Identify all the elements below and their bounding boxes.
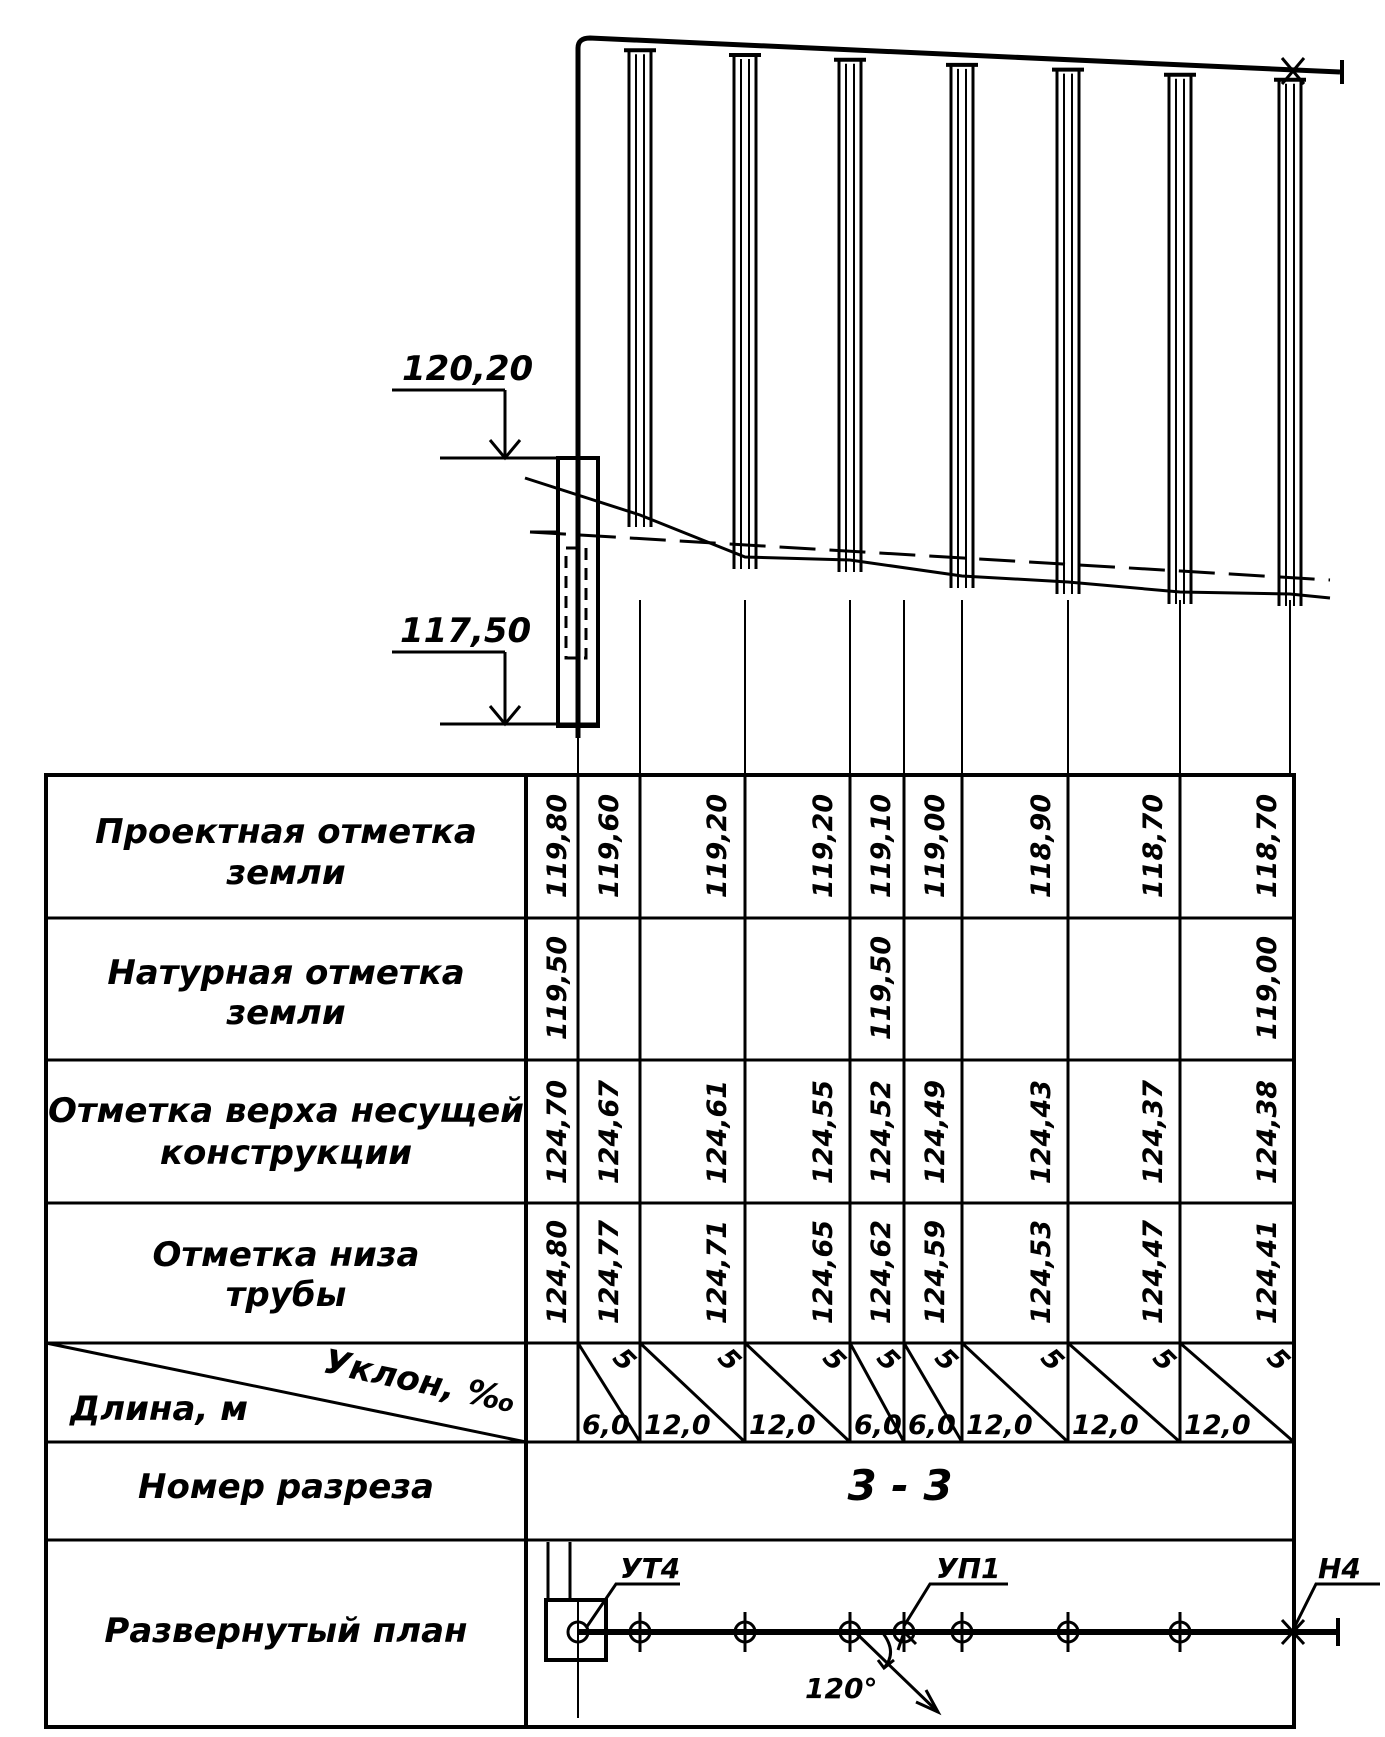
- span-length-value: 12,0: [1184, 1410, 1251, 1441]
- span-length-value: 12,0: [749, 1410, 816, 1441]
- pipe-bottom-value: 124,47: [1138, 1219, 1169, 1325]
- elevation-lower-label: 117,50: [400, 611, 532, 651]
- support-post: [834, 60, 866, 572]
- support-post: [946, 65, 978, 588]
- support-post: [729, 55, 761, 569]
- row-label-length: Длина, м: [70, 1389, 248, 1429]
- row-label-design-ground: Проектная отметка: [95, 812, 477, 852]
- natural-ground-value: 119,50: [542, 935, 573, 1041]
- support-post: [1164, 75, 1196, 604]
- row-label-support-top: Отметка верха несущей: [48, 1091, 524, 1131]
- span-slope-value: 5: [1260, 1342, 1296, 1378]
- pipe-bottom-value: 124,59: [920, 1219, 951, 1325]
- span-slope-value: 5: [870, 1342, 906, 1378]
- design-ground-value: 119,60: [594, 793, 625, 899]
- elevation-upper-label: 120,20: [402, 349, 534, 389]
- support-top-value: 124,61: [702, 1079, 733, 1185]
- span-length-value: 6,0: [582, 1410, 630, 1441]
- section-number-value: 3 - 3: [847, 1461, 953, 1510]
- design-ground-value: 119,00: [920, 793, 951, 899]
- table-cells: [542, 794, 1296, 1442]
- unfolded-plan: [546, 1542, 1380, 1718]
- row-label-pipe-bottom-2: трубы: [225, 1275, 347, 1315]
- span-length-value: 12,0: [1072, 1410, 1139, 1441]
- span-slope-value: 5: [816, 1342, 852, 1378]
- span-slope-value: 5: [606, 1342, 642, 1378]
- row-label-slope: Уклон, ‰: [320, 1341, 520, 1422]
- support-post: [624, 50, 656, 527]
- start-node-leader: [586, 1584, 680, 1628]
- pipe-bottom-value: 124,80: [542, 1219, 573, 1325]
- row-label-natural-ground: Натурная отметка: [107, 953, 465, 993]
- span-slope-value: 5: [1146, 1342, 1182, 1378]
- plan-angle-label: 120°: [805, 1672, 878, 1705]
- support-top-value: 124,43: [1026, 1079, 1057, 1185]
- span-length-value: 12,0: [644, 1410, 711, 1441]
- mid-node-leader: [904, 1584, 1008, 1626]
- row-label-natural-ground-2: земли: [226, 993, 346, 1033]
- support-top-value: 124,55: [808, 1079, 839, 1185]
- pipe-bottom-value: 124,62: [866, 1219, 897, 1325]
- design-ground-value: 119,10: [866, 793, 897, 899]
- design-ground-value: 118,70: [1252, 793, 1283, 899]
- design-ground-value: 118,70: [1138, 793, 1169, 899]
- row-label-unfolded-plan: Развернутый план: [104, 1611, 468, 1651]
- row-label-pipe-bottom: Отметка низа: [152, 1235, 420, 1275]
- design-ground-value: 119,20: [808, 793, 839, 899]
- support-post: [1274, 80, 1306, 606]
- design-ground-value: 119,20: [702, 793, 733, 899]
- pipe-bottom-value: 124,71: [702, 1219, 733, 1325]
- span-length-value: 12,0: [966, 1410, 1033, 1441]
- row-label-design-ground-2: земли: [226, 853, 346, 893]
- support-posts: [624, 50, 1306, 606]
- pipe-bottom-value: 124,41: [1252, 1219, 1283, 1325]
- row-label-support-top-2: конструкции: [159, 1133, 413, 1173]
- span-length-value: 6,0: [854, 1410, 902, 1441]
- plan-start-node-label: УТ4: [620, 1552, 681, 1585]
- natural-ground-value: 119,50: [866, 935, 897, 1041]
- support-top-value: 124,67: [594, 1079, 625, 1185]
- span-slope-value: 5: [928, 1342, 964, 1378]
- pipe-bottom-value: 124,65: [808, 1219, 839, 1325]
- profile-view: [392, 38, 1342, 738]
- span-slope-value: 5: [1034, 1342, 1070, 1378]
- support-top-value: 124,49: [920, 1079, 951, 1185]
- span-slope-value: 5: [711, 1342, 747, 1378]
- design-ground-value: 119,80: [542, 793, 573, 899]
- row-label-section-number: Номер разреза: [138, 1467, 434, 1507]
- plan-end-node-label: Н4: [1318, 1552, 1361, 1585]
- pipe-bottom-value: 124,77: [594, 1219, 625, 1325]
- pipe-bottom-value: 124,53: [1026, 1219, 1057, 1325]
- station-lines: [578, 600, 1290, 775]
- support-top-value: 124,38: [1252, 1079, 1283, 1185]
- plan-mid-node-label: УП1: [936, 1552, 1001, 1585]
- natural-ground-value: 119,00: [1252, 935, 1283, 1041]
- span-length-value: 6,0: [908, 1410, 956, 1441]
- support-top-value: 124,37: [1138, 1079, 1169, 1185]
- support-top-value: 124,70: [542, 1079, 573, 1185]
- support-post: [1052, 70, 1084, 594]
- support-top-value: 124,52: [866, 1079, 897, 1185]
- design-ground-value: 118,90: [1026, 793, 1057, 899]
